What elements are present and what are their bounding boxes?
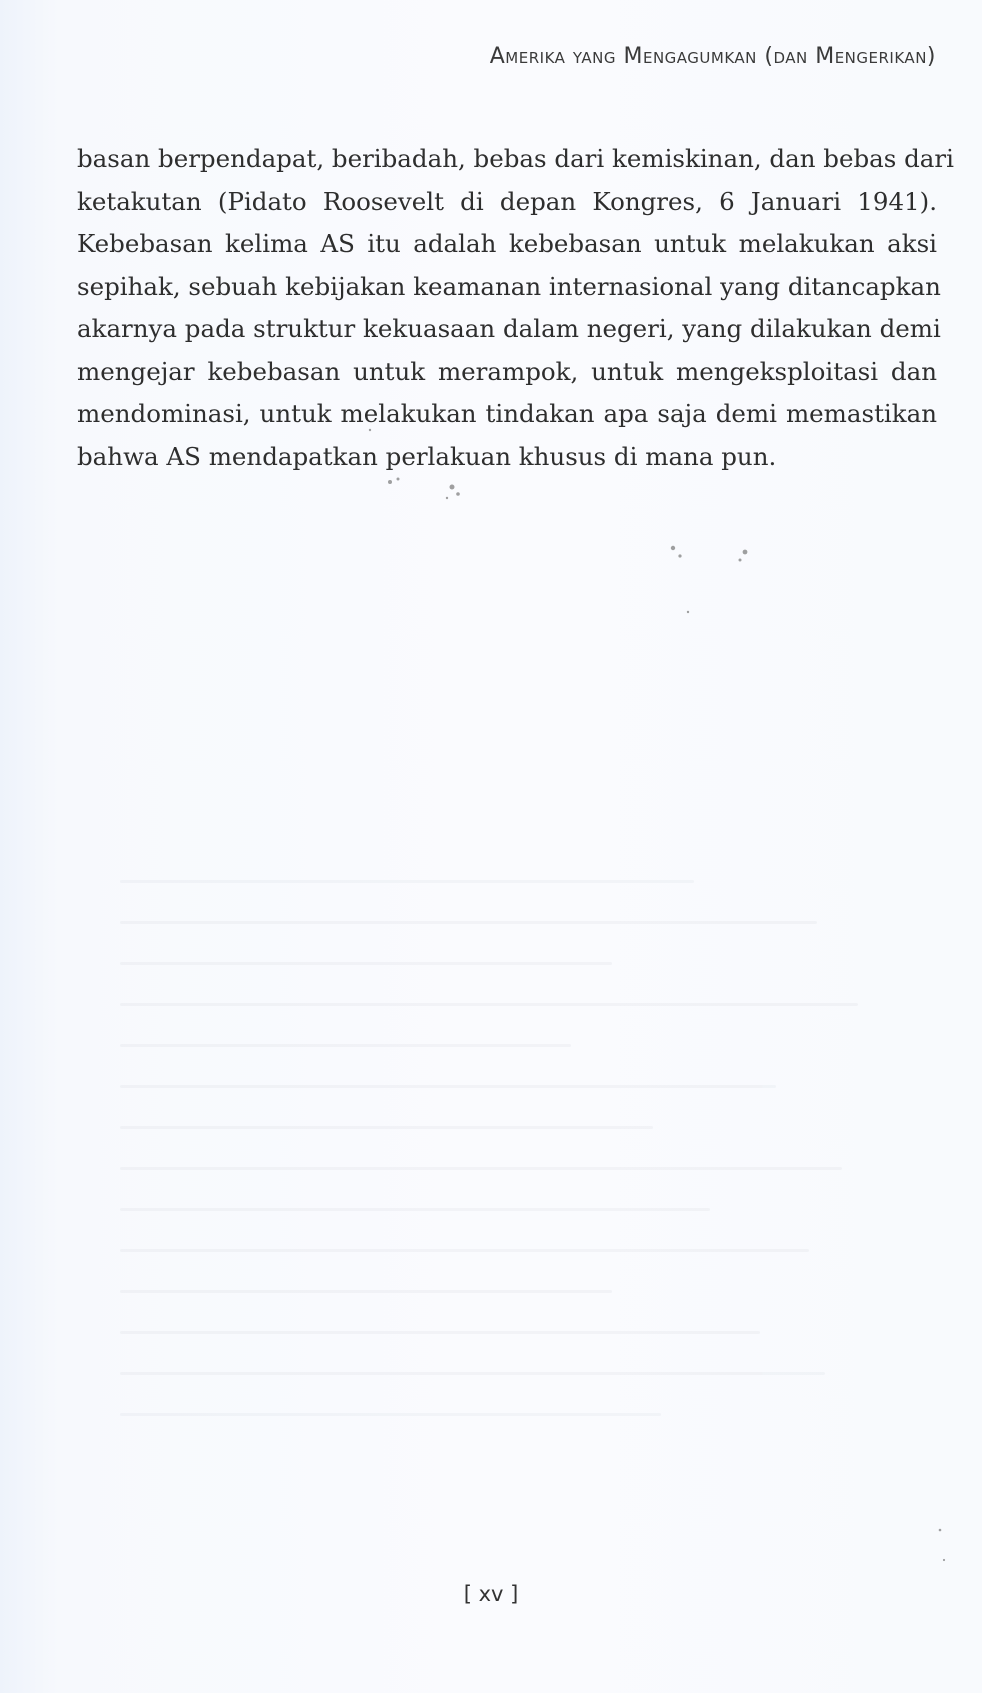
running-header-title: Amerika yang Mengagumkan (dan Mengerikan) [489,44,936,69]
text-line-3: Kebebasan kelima AS itu adalah kebebasan untuk melakukan aksi [77,229,937,258]
text-line-2: ketakutan (Pidato Roosevelt di depan Kongres, 6 Januari 1941). [77,186,937,216]
text-line-7: mendominasi, untuk melakukan tindakan apa saja demi memastikan [77,399,937,428]
text-line-6: mengejar kebebasan untuk merampok, untuk mengeksploitasi dan [77,356,937,386]
text-line-8: bahwa AS mendapatkan perlakuan khusus di mana pun. [77,441,777,471]
page-number: [ xv ] [463,1582,519,1606]
text-line-1: basan berpendapat, beribadah, bebas dari kemiskinan, dan bebas dari [77,144,954,173]
text-line-5: akarnya pada struktur kekuasaan dalam negeri, yang dilakukan demi [77,314,941,343]
text-line-4: sepihak, sebuah kebijakan keamanan internasional yang ditancapkan [77,271,941,301]
